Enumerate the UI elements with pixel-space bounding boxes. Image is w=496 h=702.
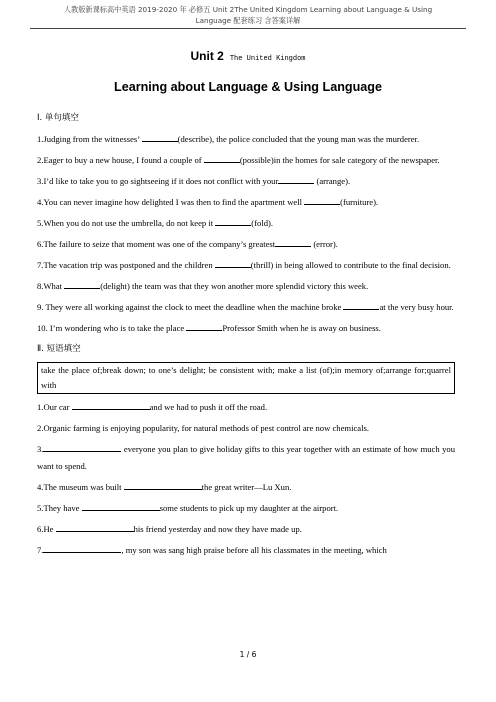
answer-blank[interactable] [275, 237, 311, 247]
page-title: Learning about Language & Using Language [114, 80, 382, 94]
answer-blank[interactable] [43, 442, 121, 452]
question-1-10: 10. I’m wondering who is to take the place Professor Smith when he is away on business. [37, 323, 381, 333]
question-1-7: 7.The vacation trip was postponed and the children (thrill) in being allowed to contribute to the final decision. [37, 260, 451, 270]
unit-label: Unit 2 [190, 49, 224, 63]
exercise-content [37, 110, 455, 563]
question-2-6: 6.He his friend yesterday and now they have made up. [37, 523, 302, 534]
question-1-6: 6.The failure to seize that moment was one of the company’s greatest (error). [37, 239, 338, 249]
answer-blank[interactable] [124, 480, 202, 490]
question-1-2: 2.Eager to buy a new house, I found a couple of (possible)in the homes for sale category of the newspaper. [37, 155, 440, 165]
header-rule [30, 28, 466, 29]
unit-heading [0, 49, 496, 63]
header-line-1: 人教版新课标高中英语 2019-2020 年 必修五 Unit 2The United Kingdom Learning about Language & Using [63, 5, 433, 14]
question-2-5: 5.They have some students to pick up my daughter at the airport. [37, 502, 339, 513]
phrase-bank-box: take the place of;break down; to one’s delight; be consistent with; make a list (of);in memory of;arrange for;quarrel with [37, 362, 455, 394]
question-1-8: 8.What (delight) the team was that they won another more splendid victory this week. [37, 281, 369, 291]
answer-blank[interactable] [142, 132, 178, 142]
answer-blank[interactable] [204, 153, 240, 163]
answer-blank[interactable] [64, 279, 100, 289]
question-1-3: 3.I’d like to take you to go sightseeing if it does not conflict with your (arrange). [37, 176, 351, 186]
question-1-4: 4.You can never imagine how delighted I was then to find the apartment well (furniture). [37, 197, 379, 207]
question-2-4: 4.The museum was built the great writer—Lu Xun. [37, 481, 292, 492]
section-1-heading: Ⅰ. 单句填空 [37, 113, 79, 123]
answer-blank[interactable] [186, 321, 222, 331]
answer-blank[interactable] [215, 216, 251, 226]
question-1-1: 1.Judging from the witnesses’ (describe), the police concluded that the young man was the murderer. [37, 134, 420, 144]
page-number: 1 / 6 [239, 650, 257, 659]
answer-blank[interactable] [304, 195, 340, 205]
answer-blank[interactable] [343, 300, 379, 310]
section-2-heading: Ⅱ. 短语填空 [37, 344, 81, 354]
answer-blank[interactable] [43, 543, 121, 553]
answer-blank[interactable] [215, 258, 251, 268]
answer-blank[interactable] [82, 501, 160, 511]
question-2-1: 1.Our car and we had to push it off the road. [37, 402, 268, 412]
unit-subtitle: The United Kingdom [229, 55, 306, 63]
answer-blank[interactable] [72, 400, 150, 410]
question-2-2: 2.Organic farming is enjoying popularity, for natural methods of pest control are now chemicals. [37, 423, 369, 433]
page-header [30, 4, 466, 26]
question-2-7: 7. , my son was sang high praise before all his classmates in the meeting, which [37, 544, 387, 555]
question-1-5: 5.When you do not use the umbrella, do not keep it (fold). [37, 218, 274, 228]
question-2-3: 3. everyone you plan to give holiday gifts to this year together with an estimate of how much you want to spend. [37, 444, 455, 471]
answer-blank[interactable] [56, 522, 134, 532]
answer-blank[interactable] [278, 174, 314, 184]
header-line-2: Language 配套练习 含答案详解 [195, 16, 301, 25]
question-1-9: 9. They were all working against the clock to meet the deadline when the machine broke at the very busy hour. [37, 302, 454, 312]
